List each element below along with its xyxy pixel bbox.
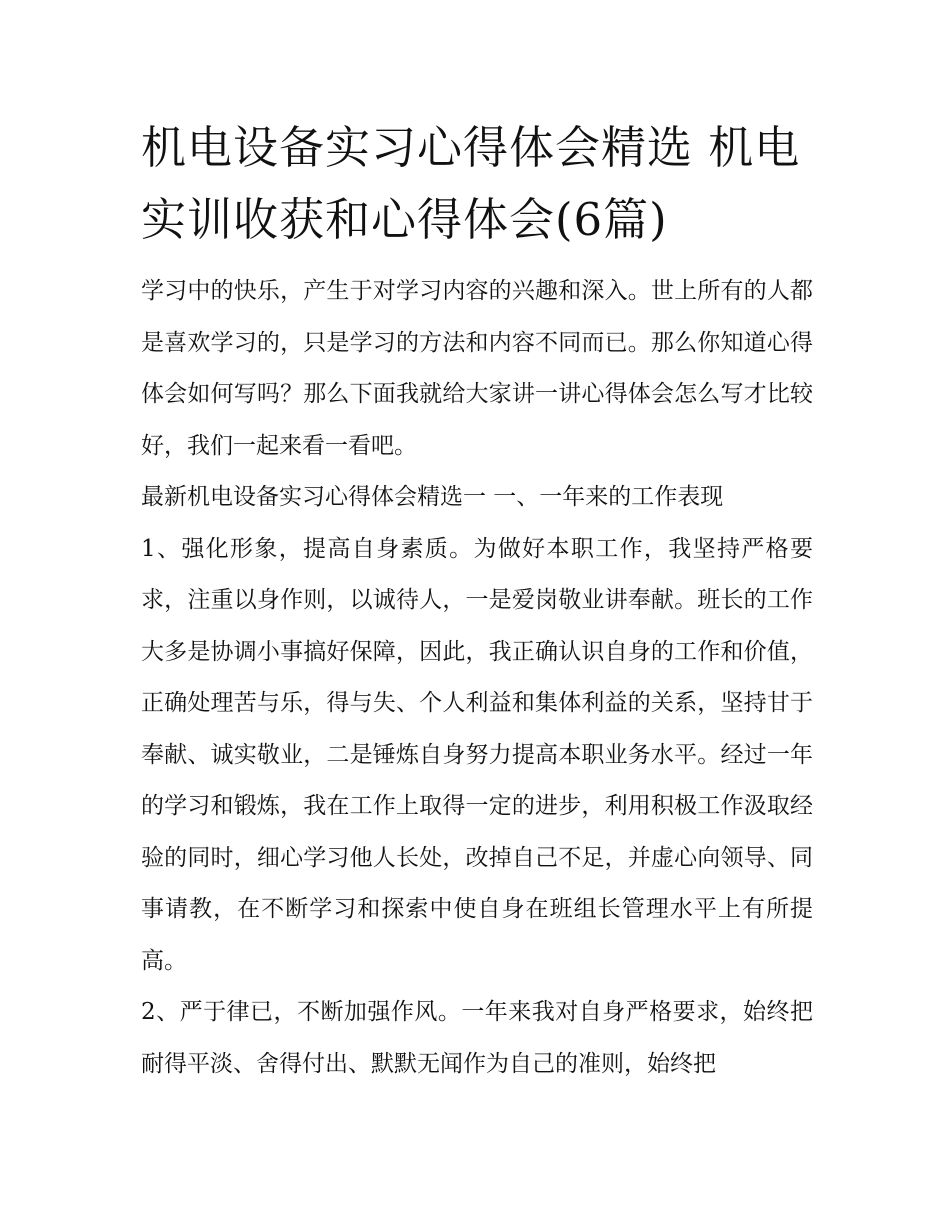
point-1-paragraph: 1、强化形象，提高自身素质。为做好本职工作，我坚持严格要求，注重以身作则，以诚待人，一是爱岗敬业讲奉献。班长的工作大多是协调小事搞好保障，因此，我正确认识自身的工作和价值，正确处理苦与乐，得与失、个人利益和集体利益的关系，坚持甘于奉献、诚实敬业，二是锤炼自身努力提高本职业务水平。经过一年的学习和锻炼，我在工作上取得一定的进步，利用积极工作汲取经验的同时，细心学习他人长处，改掉自己不足，并虚心向领导、同事请教，在不断学习和探索中使自身在班组长管理水平上有所提高。 — [141, 535, 813, 974]
document-title: 机电设备实习心得体会精选 机电实训收获和心得体会(6篇) — [141, 121, 801, 246]
point-2-paragraph: 2、严于律已，不断加强作风。一年来我对自身严格要求，始终把耐得平淡、舍得付出、默默无闻作为自己的准则，始终把 — [141, 999, 813, 1077]
document-body — [141, 112, 813, 1090]
section-heading: 最新机电设备实习心得体会精选一 一、一年来的工作表现 — [141, 484, 724, 510]
intro-paragraph: 学习中的快乐，产生于对学习内容的兴趣和深入。世上所有的人都是喜欢学习的，只是学习的方法和内容不同而已。那么你知道心得体会如何写吗？那么下面我就给大家讲一讲心得体会怎么写才比较好，我们一起来看一看吧。 — [141, 278, 813, 459]
